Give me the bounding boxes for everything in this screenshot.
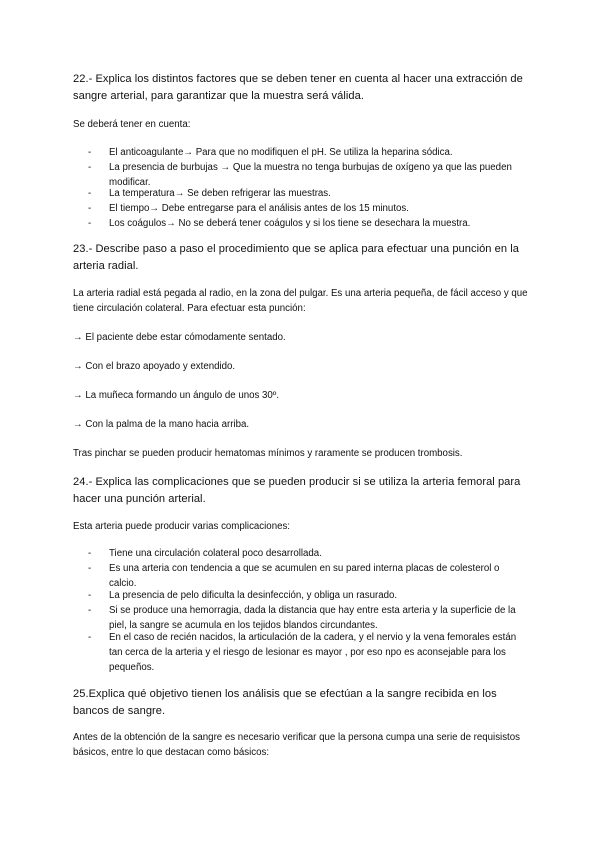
bullet-dash: - (88, 147, 92, 158)
list-item (88, 630, 528, 675)
question-25-intro: Antes de la obtención de la sangre es necesario verificar que la persona cumpa una serie de requisistos básicos, entre lo que destacan como básicos: (73, 732, 520, 759)
list-item-text: Es una arteria con tendencia a que se acumulen en su pared interna placas de colesterol o calcio. (109, 563, 500, 589)
step-line: → Con la palma de la mano hacia arriba. (73, 419, 250, 430)
question-24-intro: Esta arteria puede producir varias complicaciones: (73, 521, 290, 532)
question-23-closing: Tras pinchar se pueden producir hematomas mínimos y raramente se producen trombosis. (73, 448, 463, 459)
bullet-dash: - (88, 548, 92, 559)
question-23-title: 23.- Describe paso a paso el procedimiento que se aplica para efectuar una punción en la arteria radial. (73, 243, 519, 272)
list-item-text: El anticoagulante→ Para que no modifiquen el pH. Se utiliza la heparina sódica. (109, 147, 453, 158)
bullet-dash: - (88, 188, 92, 199)
bullet-dash: - (88, 203, 92, 214)
list-item (88, 145, 528, 160)
question-22-intro: Se deberá tener en cuenta: (73, 119, 191, 130)
bullet-dash: - (88, 605, 92, 616)
list-item-text: La presencia de pelo dificulta la desinfección, y obliga un rasurado. (109, 590, 398, 601)
list-item-text: En el caso de recién nacidos, la articulación de la cadera, y el nervio y la vena femorales están tan cerca de la arteria y el riesgo de lesionar es mayor , por eso npo es aconsejable para los pequeños. (109, 632, 517, 673)
step-line: → La muñeca formando un ángulo de unos 30º. (73, 390, 280, 401)
question-25-title: 25.Explica qué objetivo tienen los análisis que se efectúan a la sangre recibida en los bancos de sangre. (73, 688, 497, 717)
bullet-dash: - (88, 590, 92, 601)
list-item (88, 588, 528, 603)
list-item-text: La presencia de burbujas → Que la muestra no tenga burbujas de oxígeno ya que las pueden modificar. (109, 162, 512, 188)
step-line: → El paciente debe estar cómodamente sentado. (73, 332, 286, 343)
list-item-text: Si se produce una hemorragia, dada la distancia que hay entre esta arteria y la superficie de la piel, la sangre se acumula en los tejidos blandos circundantes. (109, 605, 516, 631)
bullet-dash: - (88, 218, 92, 229)
list-item (88, 561, 528, 591)
question-23-intro: La arteria radial está pegada al radio, en la zona del pulgar. Es una arteria pequeña, de fácil acceso y que tiene circulación colateral. Para efectuar esta punción: (73, 288, 528, 315)
list-item (88, 201, 528, 216)
list-item (88, 216, 528, 231)
list-item-text: El tiempo→ Debe entregarse para el análisis antes de los 15 minutos. (109, 203, 409, 214)
bullet-dash: - (88, 162, 92, 173)
step-line: → Con el brazo apoyado y extendido. (73, 361, 236, 372)
list-item-text: Los coágulos→ No se deberá tener coágulos y si los tiene se desechara la muestra. (109, 218, 471, 229)
bullet-dash: - (88, 632, 92, 643)
list-item (88, 546, 528, 561)
question-24-title: 24.- Explica las complicaciones que se pueden producir si se utiliza la arteria femoral para hacer una punción arterial. (73, 476, 521, 505)
list-item (88, 603, 528, 633)
list-item-text: Tiene una circulación colateral poco desarrollada. (109, 548, 322, 559)
list-item-text: La temperatura→ Se deben refrigerar las muestras. (109, 188, 331, 199)
list-item (88, 186, 528, 201)
question-22-title: 22.- Explica los distintos factores que se deben tener en cuenta al hacer una extracción de sangre arterial, para garantizar que la muestra será válida. (73, 73, 523, 102)
bullet-dash: - (88, 563, 92, 574)
